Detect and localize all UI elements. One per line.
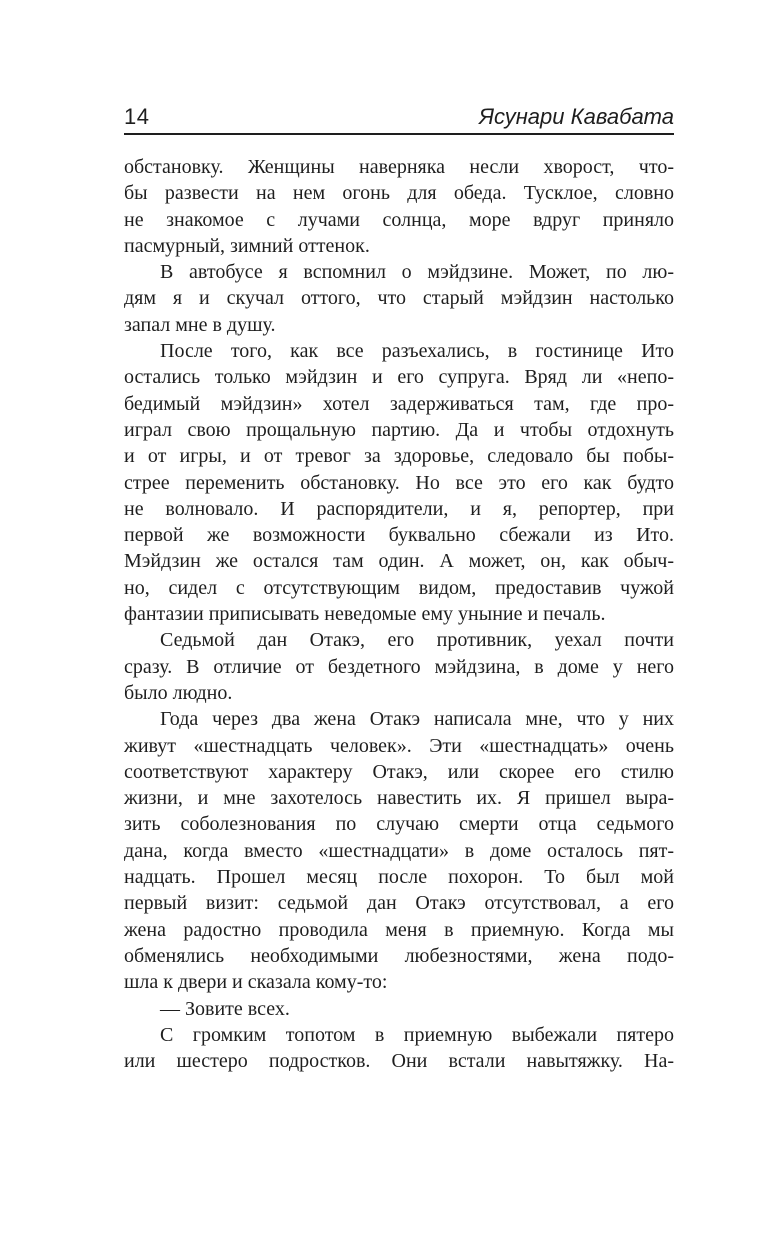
page-number: 14 [124,104,150,129]
text-line: После того, как все разъехались, в гостинице Ито [160,340,674,363]
text-line: было людно. [124,681,233,704]
text-line: или шестеро подростков. Они встали навытяжку. На- [124,1050,674,1073]
text-line: обменялись необходимыми любезностями, жена подо- [124,944,674,967]
body-text [124,154,674,1074]
text-line: Года через два жена Отакэ написала мне, что у них [160,708,674,731]
text-line: не волновало. И распорядители, и я, репортер, при [124,497,674,520]
text-line: но, сидел с отсутствующим видом, предоставив чужой [124,576,674,599]
text-line: дям я и скучал оттого, что старый мэйдзин настолько [124,287,674,310]
text-line: и от игры, и от тревог за здоровье, следовало бы побы- [124,445,674,468]
text-line: не знакомое с лучами солнца, море вдруг приняло [124,208,674,231]
text-line: бедимый мэйдзин» хотел задерживаться там, где про- [124,392,674,415]
text-line: надцать. Прошел месяц после похорон. То был мой [124,866,674,889]
text-line: остались только мэйдзин и его супруга. Вряд ли «непо- [124,366,674,389]
text-line: зить соболезнования по случаю смерти отца седьмого [124,813,674,836]
text-line: — Зовите всех. [160,997,290,1020]
running-title: Ясунари Кавабата [478,104,674,129]
text-line: жена радостно проводила меня в приемную. Когда мы [124,918,674,941]
text-line: дана, когда вместо «шестнадцати» в доме осталось пят- [124,839,674,862]
page-header [124,103,674,131]
text-line: жизни, и мне захотелось навестить их. Я пришел выра- [124,787,674,810]
text-line: Седьмой дан Отакэ, его противник, уехал почти [160,629,674,652]
text-line: живут «шестнадцать человек». Эти «шестнадцать» очень [124,734,674,757]
text-line: первой же возможности буквально сбежали из Ито. [124,524,674,547]
text-line: Мэйдзин же остался там один. А может, он, как обыч- [124,550,674,573]
text-line: обстановку. Женщины наверняка несли хворост, что- [124,156,674,178]
text-line: сразу. В отличие от бездетного мэйдзина, в доме у него [124,655,674,678]
text-line: соответствуют характеру Отакэ, или скорее его стилю [124,760,674,783]
text-line: бы развести на нем огонь для обеда. Тусклое, словно [124,182,674,205]
text-line: играл свою прощальную партию. Да и чтобы отдохнуть [124,418,674,441]
text-line: шла к двери и сказала кому-то: [124,971,388,994]
text-line: запал мне в душу. [124,313,276,336]
text-line: В автобусе я вспомнил о мэйдзине. Может, по лю- [160,261,674,284]
header-rule [124,133,674,135]
text-line: фантазии приписывать неведомые ему уныние и печаль. [124,603,606,626]
text-line: С громким топотом в приемную выбежали пятеро [160,1023,674,1046]
text-line: стрее переменить обстановку. Но все это его как будто [124,471,674,494]
text-line: пасмурный, зимний оттенок. [124,234,370,257]
text-line: первый визит: седьмой дан Отакэ отсутствовал, а его [124,892,674,915]
